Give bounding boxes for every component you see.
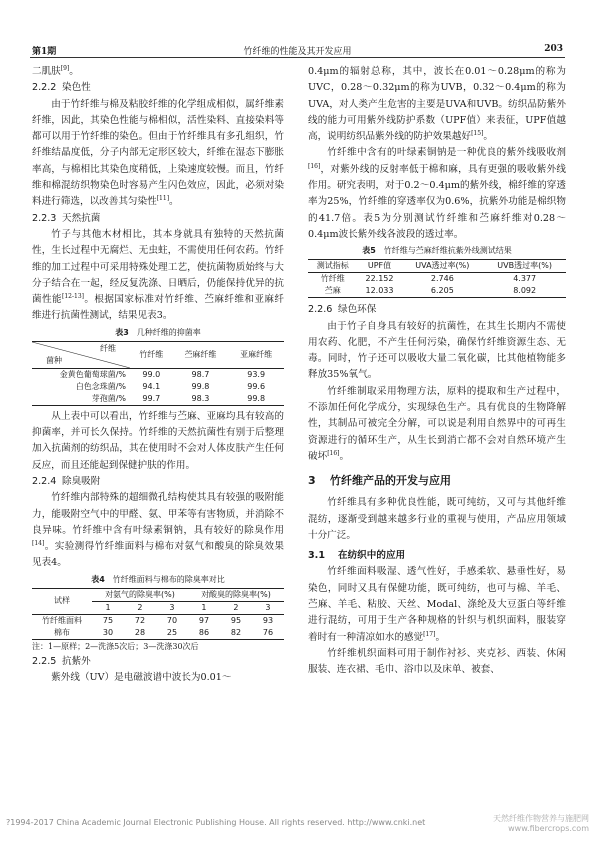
paragraph-antibacterial: 竹子与其他木材相比，其本身就具有独特的天然抗菌性，生长过程中无腐烂、无虫蛀，不需使用任何农药。竹纤维的加工过程中可采用特殊处理工艺，使抗菌物质始终与大分子结合在一起，经反复洗涤、日晒后，仍能保持优异的抗菌性能[12-13]。根据国家标准对竹纤维、苎麻纤维和亚麻纤维进行抗菌性测试，结果见表3。 — [32, 228, 285, 322]
table-4-sample-header: 试样 — [32, 588, 92, 614]
running-title: 竹纤维的性能及其开发应用 — [243, 47, 352, 57]
table-3-col-header: 亚麻纤维 — [240, 349, 273, 359]
table-row: 芽孢菌/% 99.7 98.3 99.8 — [91, 393, 266, 403]
paragraph-uv-start: 紫外线（UV）是电磁波谱中波长为0.01～ — [51, 672, 232, 684]
table-row: 竹纤维面料 75 72 70 97 95 93 — [42, 615, 274, 625]
page-number: 203 — [544, 44, 563, 54]
paragraph-section-3: 竹纤维具有多种优良性能，既可纯纺，又可与其他纤维混纺，逐渐受到越来越多行业的重视与使用，产品应用领域十分广泛。 — [308, 497, 566, 541]
table-3 — [32, 341, 284, 406]
paragraph-uv-continuation: 0.4μm的辐射总称，其中，波长在0.01～0.28μm的称为UVC，0.28～0.32μm的称为UVB，0.32～0.4μm的称为UVA，对人类产生危害的主要是UVA和UVB。纺织品防紫外线的能力可用紫外线防护系数（UPF值）来表征，UPF值越高，说明纺织品紫外线的防护效果越好[15]。 — [308, 66, 566, 143]
paragraph-textile-a: 竹纤维面料吸湿、透气性好，手感柔软、悬垂性好，易染色，同时又具有保健功能，既可纯纺，也可与棉、羊毛、苎麻、羊毛、粘胶、天丝、Modal、涤纶及大豆蛋白等纤维进行混纺，可用于生产各种规格的针织与机织面料，服装穿着时有一种清凉如水的感觉[17]。 — [308, 566, 566, 643]
page-header — [30, 42, 565, 58]
section-2-2-5-heading: 2.2.5 抗紫外 — [32, 655, 91, 667]
paragraph-after-table-3: 从上表中可以看出，竹纤维与苎麻、亚麻均具有较高的抑菌率，并可长久保持。竹纤维的天然抗菌性有别于后整理加入抗菌剂的纺织品，其在使用时不会对人体皮肤产生任何反应，而且还能起到保健护肤的作用。 — [32, 410, 284, 471]
table-row: 苎麻 12.033 6.205 8.092 — [324, 286, 537, 296]
table-5 — [308, 259, 566, 298]
section-3-heading: 3 竹纤维产品的开发与应用 — [308, 474, 451, 488]
table-4-caption: 表4 竹纤维面料与棉布的除臭率对比 — [91, 574, 225, 584]
table-3-caption: 表3 几种纤维的抑菌率 — [115, 327, 201, 337]
table-3-diagonal-header: 纤维 菌种 — [32, 342, 124, 368]
table-5-col-header: UVA透过率(%) — [415, 261, 470, 271]
table-4-group-header: 对氨气的除臭率(%) — [92, 588, 188, 601]
section-2-2-4-heading: 2.2.4 除臭吸附 — [32, 475, 101, 487]
section-2-2-2-heading: 2.2.2 染色性 — [32, 82, 91, 94]
table-row: 棉布 30 28 25 86 82 76 — [54, 627, 274, 637]
paragraph-green-a: 由于竹子自身具有较好的抗菌性，在其生长期内不需使用农药、化肥，不产生任何污染，确保竹纤维资源生态、无毒。同时，竹子还可以吸收大量二氧化碳，比其他植物能多释放35%氧气。 — [308, 320, 566, 381]
paragraph-deodorization: 竹纤维内部特殊的超细微孔结构使其具有较强的吸附能力，能吸附空气中的甲醛、氨、甲苯等有害物质，并消除不良异味。竹纤维中含有叶绿素铜钠，具有较好的除臭作用[14]。实验测得竹纤维面料与棉布对氨气和酸臭的除臭效果见表4。 — [32, 492, 284, 569]
watermark: 天然纤维作物营养与施肥网 www.fibercrops.com — [493, 814, 589, 833]
paragraph-continuation: 二肌肤[9]。 — [32, 65, 79, 77]
paragraph-uv-absorber: 竹纤维中含有的叶绿素铜钠是一种优良的紫外线吸收剂[16]，对紫外线的反射率低于棉和麻，具有更强的吸收紫外线作用。研究表明，对于0.2～0.4μm的紫外线，棉纤维的穿透率为25%，竹纤维的穿透率仅为0.6%，抗紫外功能是棉织物的41.7倍。表5为分别测试竹纤维和苎麻纤维对0.28～0.4μm波长紫外线各波段的透过率。 — [308, 147, 566, 240]
table-3-col-header: 苎麻纤维 — [184, 349, 217, 359]
paragraph-dyeing: 由于竹纤维与棉及粘胶纤维的化学组成相似，属纤维素纤维，因此，其染色性能与棉相似，活性染料、直接染料等都可以用于竹纤维的染色。但由于竹纤维具有多孔组织，竹纤维结晶度低，分子内部无定形区较大，纤维在湿态下膨胀率高，与棉相比其染色度稍低，上染速度较慢。而且，竹纤维和棉混纺织物染色时容易产生闪色效应，因此，必须对染料进行筛选，以改善其匀染性[11]。 — [32, 98, 284, 208]
paragraph-textile-b: 竹纤维机织面料可用于制作衬衫、夹克衫、西装、休闲服装、连衣裙、毛巾、浴巾以及床单、被套、 — [308, 647, 566, 676]
copyright-notice: ?1994-2017 China Academic Journal Electronic Publishing House. All rights reserved. http://www.cnki.net — [6, 818, 426, 827]
right-column — [308, 64, 566, 679]
table-5-col-header: 测试指标 — [316, 261, 349, 271]
paragraph-green-b: 竹纤维制取采用物理方法，原料的提取和生产过程中，不添加任何化学成分，实现绿色生产。具有优良的生物降解性，其制品可被完全分解，可以说是利用自然界中的可再生资源进行的循环生产，从生长到消亡都不会对自然环境产生破坏[16]。 — [308, 385, 566, 462]
table-3-col-header: 竹纤维 — [139, 349, 164, 359]
issue-label: 第1期 — [32, 47, 57, 57]
table-row: 白色念珠菌/% 94.1 99.8 99.6 — [75, 381, 266, 391]
section-2-2-3-heading: 2.2.3 天然抗菌 — [32, 212, 101, 224]
table-row: 金黄色葡萄球菌/% 99.0 98.7 93.9 — [59, 369, 266, 379]
table-5-caption: 表5 竹纤维与苎麻纤维抗紫外线测试结果 — [362, 246, 512, 256]
table-4-group-header: 对酸臭的除臭率(%) — [188, 588, 284, 601]
section-3-1-heading: 3.1 在纺织中的应用 — [308, 550, 406, 562]
table-5-col-header: UPF值 — [367, 261, 392, 271]
table-row: 竹纤维 22.152 2.746 4.377 — [320, 274, 537, 284]
table-5-col-header: UVB透过率(%) — [497, 261, 552, 271]
section-2-2-6-heading: 2.2.6 绿色环保 — [308, 304, 377, 316]
table-4-note: 注：1—原样；2—洗涤5次后；3—洗涤30次后 — [32, 641, 199, 651]
table-4: 试样 对氨气的除臭率(%) 对酸臭的除臭率(%) 1 2 3 1 2 3 竹纤维面料 75 72 70 97 95 93 棉布 30 28 25 86 82 76 — [32, 588, 284, 640]
left-column — [32, 64, 284, 686]
